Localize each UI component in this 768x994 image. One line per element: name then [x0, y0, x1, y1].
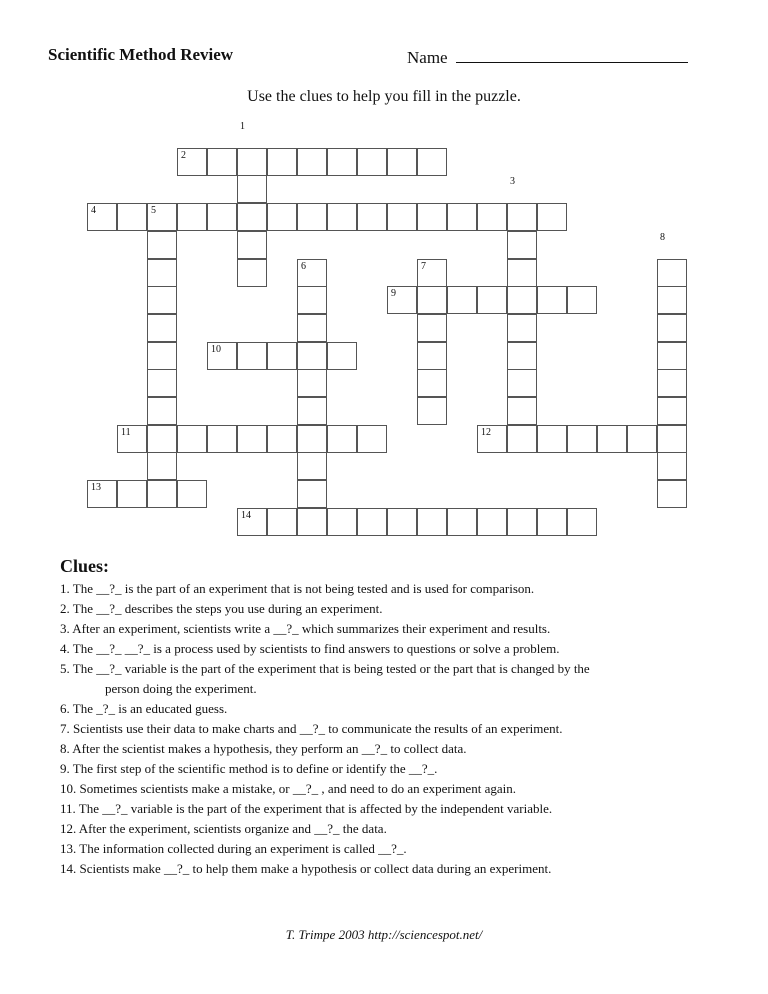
clue-11: 11. The __?_ variable is the part of the experiment that is affected by the independent variable. [60, 801, 553, 816]
answer-cell[interactable] [507, 259, 537, 287]
answer-cell[interactable] [507, 342, 537, 370]
clue-number-cell [237, 120, 267, 148]
answer-cell[interactable] [267, 342, 297, 370]
clue-number-cell[interactable] [147, 203, 177, 231]
name-label: Name [407, 48, 448, 67]
answer-cell[interactable] [327, 148, 357, 176]
answer-cell[interactable] [297, 342, 327, 370]
clue-5-continued: person doing the experiment. [105, 681, 257, 696]
answer-cell[interactable] [657, 425, 687, 453]
answer-cell[interactable] [207, 425, 237, 453]
answer-cell[interactable] [597, 425, 627, 453]
clue-number: 9 [391, 288, 396, 300]
clue-number: 6 [301, 260, 306, 272]
answer-cell[interactable] [507, 397, 537, 425]
answer-cell[interactable] [537, 286, 567, 314]
clue-number-cell[interactable] [87, 203, 117, 231]
answer-cell[interactable] [117, 203, 147, 231]
answer-cell[interactable] [417, 148, 447, 176]
answer-cell[interactable] [147, 231, 177, 259]
clue-number-cell [657, 231, 687, 259]
clue-10: 10. Sometimes scientists make a mistake, or __?_ , and need to do an experiment again. [60, 781, 516, 796]
answer-cell[interactable] [267, 203, 297, 231]
answer-cell[interactable] [417, 286, 447, 314]
clue-7: 7. Scientists use their data to make charts and __?_ to communicate the results of an experiment. [60, 721, 563, 736]
answer-cell[interactable] [567, 286, 597, 314]
clue-6: 6. The _?_ is an educated guess. [60, 701, 228, 716]
clue-number-cell[interactable] [87, 480, 117, 508]
answer-cell[interactable] [327, 203, 357, 231]
answer-cell[interactable] [627, 425, 657, 453]
clues-heading: Clues: [60, 556, 109, 576]
answer-cell[interactable] [147, 369, 177, 397]
answer-cell[interactable] [417, 397, 447, 425]
answer-cell[interactable] [507, 286, 537, 314]
answer-cell[interactable] [507, 314, 537, 342]
answer-cell[interactable] [147, 452, 177, 480]
answer-cell[interactable] [657, 369, 687, 397]
clue-number: 2 [181, 149, 186, 161]
clue-12: 12. After the experiment, scientists organize and __?_ the data. [60, 821, 387, 836]
clue-number: 14 [241, 509, 251, 521]
answer-cell[interactable] [147, 259, 177, 287]
answer-cell[interactable] [357, 508, 387, 536]
clue-5: 5. The __?_ variable is the part of the experiment that is being tested or the part that is changed by the [60, 661, 590, 676]
answer-cell[interactable] [297, 452, 327, 480]
answer-cell[interactable] [207, 203, 237, 231]
answer-cell[interactable] [177, 425, 207, 453]
clue-number-cell[interactable] [177, 148, 207, 176]
clue-number: 7 [421, 260, 426, 272]
answer-cell[interactable] [237, 175, 267, 203]
answer-cell[interactable] [267, 425, 297, 453]
clue-14: 14. Scientists make __?_ to help them make a hypothesis or collect data during an experiment. [60, 861, 552, 876]
answer-cell[interactable] [147, 314, 177, 342]
answer-cell[interactable] [207, 148, 237, 176]
answer-cell[interactable] [417, 508, 447, 536]
answer-cell[interactable] [657, 452, 687, 480]
answer-cell[interactable] [357, 425, 387, 453]
clue-number: 3 [510, 176, 515, 188]
clue-8: 8. After the scientist makes a hypothesis, they perform an __?_ to collect data. [60, 741, 467, 756]
answer-cell[interactable] [537, 508, 567, 536]
clue-number: 1 [240, 121, 245, 132]
answer-cell[interactable] [657, 397, 687, 425]
clue-number: 10 [211, 343, 221, 355]
answer-cell[interactable] [477, 203, 507, 231]
answer-cell[interactable] [117, 480, 147, 508]
clue-1: 1. The __?_ is the part of an experiment that is not being tested and is used for comparison. [60, 581, 535, 596]
worksheet-title: Scientific Method Review [48, 45, 234, 64]
answer-cell[interactable] [237, 259, 267, 287]
answer-cell[interactable] [297, 397, 327, 425]
answer-cell[interactable] [507, 508, 537, 536]
answer-cell[interactable] [417, 342, 447, 370]
answer-cell[interactable] [447, 508, 477, 536]
clue-number-cell[interactable] [297, 259, 327, 287]
answer-cell[interactable] [537, 203, 567, 231]
answer-cell[interactable] [177, 480, 207, 508]
clue-number-cell[interactable] [477, 425, 507, 453]
answer-cell[interactable] [417, 369, 447, 397]
answer-cell[interactable] [297, 203, 327, 231]
answer-cell[interactable] [297, 369, 327, 397]
answer-cell[interactable] [237, 342, 267, 370]
clue-number-cell[interactable] [237, 508, 267, 536]
answer-cell[interactable] [387, 148, 417, 176]
answer-cell[interactable] [567, 425, 597, 453]
answer-cell[interactable] [327, 342, 357, 370]
answer-cell[interactable] [477, 286, 507, 314]
answer-cell[interactable] [657, 286, 687, 314]
clues-list [60, 579, 710, 879]
answer-cell[interactable] [417, 203, 447, 231]
answer-cell[interactable] [297, 148, 327, 176]
clue-13: 13. The information collected during an experiment is called __?_. [60, 841, 407, 856]
answer-cell[interactable] [507, 369, 537, 397]
answer-cell[interactable] [567, 508, 597, 536]
answer-cell[interactable] [297, 425, 327, 453]
clue-number-cell[interactable] [207, 342, 237, 370]
clue-number: 12 [481, 426, 491, 438]
answer-cell[interactable] [297, 314, 327, 342]
clue-number: 5 [151, 205, 156, 217]
answer-cell[interactable] [147, 480, 177, 508]
clue-9: 9. The first step of the scientific method is to define or identify the __?_. [60, 761, 438, 776]
clue-2: 2. The __?_ describes the steps you use during an experiment. [60, 601, 383, 616]
answer-cell[interactable] [507, 425, 537, 453]
answer-cell[interactable] [267, 508, 297, 536]
answer-cell[interactable] [357, 148, 387, 176]
clue-number: 4 [91, 205, 96, 217]
clue-number-cell[interactable] [117, 425, 147, 453]
clue-3: 3. After an experiment, scientists write a __?_ which summarizes their experiment and results. [60, 621, 551, 636]
answer-cell[interactable] [357, 203, 387, 231]
clue-number: 11 [121, 426, 131, 438]
clue-4: 4. The __?_ __?_ is a process used by scientists to find answers to questions or solve a problem. [60, 641, 560, 656]
answer-cell[interactable] [657, 259, 687, 287]
clue-number-cell[interactable] [417, 259, 447, 287]
answer-cell[interactable] [447, 286, 477, 314]
clue-number: 13 [91, 482, 101, 494]
answer-cell[interactable] [147, 286, 177, 314]
answer-cell[interactable] [177, 203, 207, 231]
answer-cell[interactable] [237, 148, 267, 176]
answer-cell[interactable] [477, 508, 507, 536]
answer-cell[interactable] [507, 231, 537, 259]
answer-cell[interactable] [237, 425, 267, 453]
answer-cell[interactable] [267, 148, 297, 176]
answer-cell[interactable] [327, 425, 357, 453]
clue-number-cell [507, 175, 537, 203]
answer-cell[interactable] [237, 231, 267, 259]
answer-cell[interactable] [657, 314, 687, 342]
clue-number-cell[interactable] [387, 286, 417, 314]
answer-cell[interactable] [327, 508, 357, 536]
answer-cell[interactable] [417, 314, 447, 342]
answer-cell[interactable] [147, 342, 177, 370]
answer-cell[interactable] [387, 203, 417, 231]
answer-cell[interactable] [147, 397, 177, 425]
answer-cell[interactable] [237, 203, 267, 231]
answer-cell[interactable] [297, 286, 327, 314]
answer-cell[interactable] [147, 425, 177, 453]
answer-cell[interactable] [387, 508, 417, 536]
answer-cell[interactable] [657, 480, 687, 508]
footer-credit: T. Trimpe 2003 http://sciencespot.net/ [285, 927, 483, 942]
answer-cell[interactable] [657, 342, 687, 370]
answer-cell[interactable] [507, 203, 537, 231]
answer-cell[interactable] [297, 508, 327, 536]
clue-number: 8 [660, 231, 665, 243]
answer-cell[interactable] [297, 480, 327, 508]
instructions: Use the clues to help you fill in the puzzle. [247, 88, 521, 105]
answer-cell[interactable] [537, 425, 567, 453]
answer-cell[interactable] [447, 203, 477, 231]
